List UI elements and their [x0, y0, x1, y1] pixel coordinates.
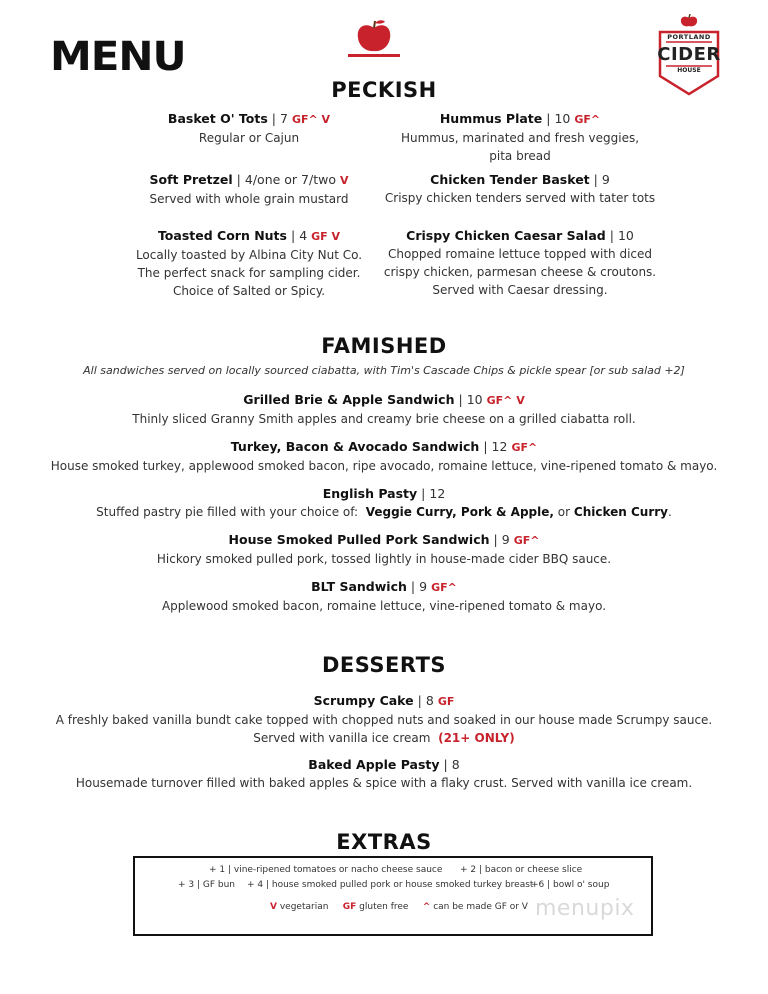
legend-caret-label: can be made GF or V [433, 902, 528, 912]
desc-or: or [557, 505, 571, 519]
section-heading-desserts: DESSERTS [321, 653, 447, 677]
item-description: Served with Caesar dressing. [432, 283, 608, 297]
menu-item: Soft Pretzel | 4/one or 7/two V Served with whole grain mustard [100, 171, 398, 208]
extras-item: + 1 | vine-ripened tomatoes or nacho cheese sauce [209, 865, 443, 875]
item-description: Locally toasted by Albina City Nut Co. [135, 248, 363, 262]
item-name: BLT Sandwich [311, 579, 407, 594]
item-name: Scrumpy Cake [313, 693, 414, 708]
item-description [0, 503, 768, 521]
watermark: menupix [535, 896, 635, 921]
menu-item: Turkey, Bacon & Avocado Sandwich | 12 GF^ House smoked turkey, applewood smoked bacon, ripe avocado, romaine lettuce, vine-ripened tomato & mayo. [0, 438, 768, 475]
item-description: Hummus, marinated and fresh veggies, [400, 131, 640, 145]
item-price: 12 [491, 439, 508, 454]
age-note: (21+ ONLY) [438, 731, 515, 745]
menu-item: Crispy Chicken Caesar Salad | 10 Chopped romaine lettuce topped with diced crispy chicken, parmesan cheese & croutons. Served with Caesar dressing. [372, 227, 668, 299]
item-tags: GF [437, 695, 455, 708]
legend-v-label: vegetarian [279, 902, 329, 912]
extras-item: + 4 | house smoked pulled pork or house smoked turkey breast [247, 880, 534, 890]
menu-item: Chicken Tender Basket | 9 Crispy chicken tenders served with tater tots [372, 171, 668, 207]
legend-v-key: V [270, 902, 277, 912]
item-tags: GF V [311, 230, 341, 243]
desc-line-2: Served with vanilla ice cream [253, 731, 431, 745]
page-title: MENU [50, 34, 186, 80]
item-tags: GF^ V [291, 113, 331, 126]
legend-gf-key: GF [342, 902, 357, 912]
menu-item: Grilled Brie & Apple Sandwich | 10 GF^ V Thinly sliced Granny Smith apples and creamy brie cheese on a grilled ciabatta roll. [0, 391, 768, 428]
item-price: 12 [429, 486, 446, 501]
menu-item: Toasted Corn Nuts | 4 GF V Locally toasted by Albina City Nut Co. The perfect snack for sampling cider. Choice of Salted or Spicy. [100, 227, 398, 300]
item-tags: GF^ V [486, 394, 525, 407]
item-price: 9 [601, 172, 610, 187]
item-name: Basket O' Tots [167, 111, 268, 126]
item-price: 10 [617, 228, 634, 243]
legend [270, 902, 528, 912]
item-description: Thinly sliced Granny Smith apples and creamy brie cheese on a grilled ciabatta roll. [132, 412, 636, 426]
item-tags: GF^ [513, 534, 540, 547]
choice-2: Chicken Curry [573, 505, 668, 519]
item-tags: GF^ [431, 581, 457, 594]
item-name: Soft Pretzel [149, 172, 233, 187]
section-heading-peckish: PECKISH [331, 78, 437, 102]
item-name: Crispy Chicken Caesar Salad [406, 228, 606, 243]
item-name: Turkey, Bacon & Avocado Sandwich [230, 439, 480, 454]
item-description [0, 729, 768, 747]
item-name: Chicken Tender Basket [430, 172, 590, 187]
item-description: A freshly baked vanilla bundt cake topped with chopped nuts and soaked in our house made Scrumpy sauce. [55, 713, 713, 727]
item-price: 8 [425, 693, 434, 708]
apple-icon [348, 18, 400, 58]
brand-apple-icon [681, 17, 697, 27]
section-intro: All sandwiches served on locally sourced ciabatta, with Tim's Cascade Chips & pickle spear [or sub salad +2] [83, 364, 685, 377]
item-description: Applewood smoked bacon, romaine lettuce, vine-ripened tomato & mayo. [161, 599, 607, 613]
legend-caret-key: ^ [422, 902, 431, 912]
extras-item: + 3 | GF bun [178, 880, 236, 890]
menu-item: Scrumpy Cake | 8 GF A freshly baked vanilla bundt cake topped with chopped nuts and soaked in our house made Scrumpy sauce. Served with vanilla ice cream (21+ ONLY) [0, 692, 768, 747]
item-description: Hickory smoked pulled pork, tossed lightly in house-made cider BBQ sauce. [156, 552, 612, 566]
section-heading-extras: EXTRAS [336, 830, 432, 854]
item-description: pita bread [489, 149, 551, 163]
extras-item: + 2 | bacon or cheese slice [460, 865, 583, 875]
item-name: Baked Apple Pasty [308, 757, 440, 772]
item-name: Hummus Plate [439, 111, 543, 126]
menu-item: Baked Apple Pasty | 8 Housemade turnover filled with baked apples & spice with a flaky crust. Served with vanilla ice cream. [0, 756, 768, 792]
item-description: Housemade turnover filled with baked apples & spice with a flaky crust. Served with vanilla ice cream. [75, 776, 693, 790]
brand-main: CIDER [657, 44, 721, 65]
item-price: 10 [554, 111, 571, 126]
item-price: 8 [451, 757, 460, 772]
section-heading-famished: FAMISHED [321, 334, 447, 358]
desc-prefix: Stuffed pastry pie filled with your choice of: [96, 505, 359, 519]
item-price: 9 [419, 579, 428, 594]
menu-item: Hummus Plate | 10 GF^ Hummus, marinated and fresh veggies, pita bread [372, 110, 668, 165]
item-tags: V [340, 174, 349, 187]
extras-item: +6 | bowl o' soup [531, 880, 610, 890]
menu-item: English Pasty | 12 Stuffed pastry pie filled with your choice of: Veggie Curry, Pork & Apple, or Chicken Curry. [0, 485, 768, 521]
item-description: Chopped romaine lettuce topped with diced [387, 247, 652, 261]
item-description: House smoked turkey, applewood smoked bacon, ripe avocado, romaine lettuce, vine-ripened tomato & mayo. [50, 459, 718, 473]
item-tags: GF^ [511, 441, 538, 454]
item-tags: GF^ [574, 113, 601, 126]
choice-1: Veggie Curry, Pork & Apple, [365, 505, 554, 519]
item-name: Grilled Brie & Apple Sandwich [243, 392, 455, 407]
item-price: 7 [280, 111, 288, 126]
legend-gf-label: gluten free [359, 902, 409, 912]
item-name: English Pasty [322, 486, 418, 501]
menu-item: BLT Sandwich | 9 GF^ Applewood smoked bacon, romaine lettuce, vine-ripened tomato & mayo. [0, 578, 768, 615]
item-description: Regular or Cajun [198, 131, 300, 145]
item-price: 9 [501, 532, 510, 547]
item-description: Crispy chicken tenders served with tater tots [384, 191, 656, 205]
brand-bottom: HOUSE [677, 67, 701, 74]
item-description: Choice of Salted or Spicy. [172, 284, 326, 298]
item-description: Served with whole grain mustard [149, 192, 349, 206]
item-price: 10 [466, 392, 483, 407]
brand-top: PORTLAND [667, 33, 711, 41]
item-name: House Smoked Pulled Pork Sandwich [228, 532, 490, 547]
item-name: Toasted Corn Nuts [157, 228, 287, 243]
item-price: 4 [299, 228, 308, 243]
item-description: crispy chicken, parmesan cheese & croutons. [383, 265, 657, 279]
menu-item: House Smoked Pulled Pork Sandwich | 9 GF^ Hickory smoked pulled pork, tossed lightly in house-made cider BBQ sauce. [0, 531, 768, 568]
menu-item: Basket O' Tots | 7 GF^ V Regular or Cajun [100, 110, 398, 147]
item-description: The perfect snack for sampling cider. [137, 266, 361, 280]
desc-suffix: . [668, 505, 672, 519]
item-price: 4/one or 7/two [244, 172, 336, 187]
